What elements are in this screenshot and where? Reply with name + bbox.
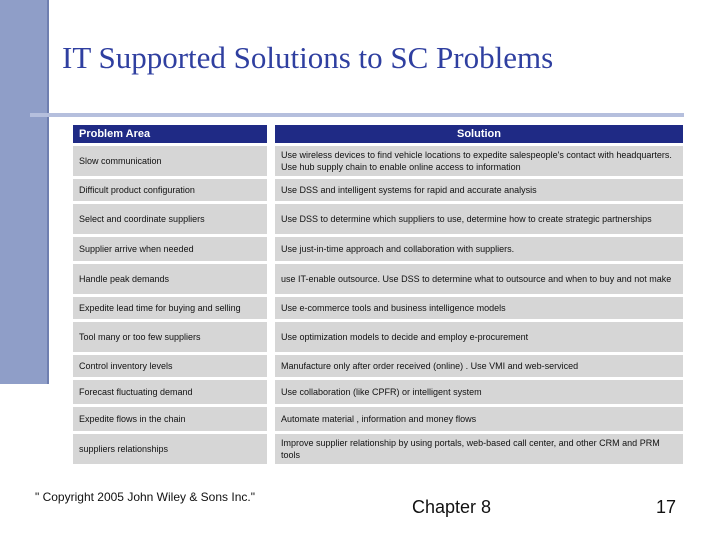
cell-solution: use IT-enable outsource. Use DSS to determine what to outsource and when to buy and not make bbox=[275, 264, 683, 294]
table-row bbox=[73, 204, 683, 234]
cell-solution: Use wireless devices to find vehicle locations to expedite salespeople's contact with headquarters. Use hub supply chain to enable online access to information bbox=[275, 146, 683, 176]
table-row bbox=[73, 407, 683, 431]
table-row bbox=[73, 237, 683, 261]
cell-problem-area: suppliers relationships bbox=[73, 434, 267, 464]
cell-solution: Use just-in-time approach and collaboration with suppliers. bbox=[275, 237, 683, 261]
cell-solution: Automate material , information and money flows bbox=[275, 407, 683, 431]
title-underline bbox=[30, 113, 684, 117]
cell-problem-area: Expedite flows in the chain bbox=[73, 407, 267, 431]
cell-problem-area: Tool many or too few suppliers bbox=[73, 322, 267, 352]
table-row bbox=[73, 322, 683, 352]
header-gap bbox=[267, 125, 275, 143]
problem-solution-table bbox=[73, 122, 683, 467]
footer-chapter: Chapter 8 bbox=[412, 497, 492, 517]
table-row bbox=[73, 179, 683, 201]
page-number: 17 bbox=[656, 497, 677, 517]
cell-problem-area: Supplier arrive when needed bbox=[73, 237, 267, 261]
slide-title: IT Supported Solutions to SC Problems bbox=[62, 40, 554, 75]
cell-problem-area: Slow communication bbox=[73, 146, 267, 176]
table-header-row bbox=[73, 125, 683, 143]
cell-problem-area: Difficult product configuration bbox=[73, 179, 267, 201]
table-row bbox=[73, 355, 683, 377]
cell-solution: Improve supplier relationship by using portals, web-based call center, and other CRM and PRM tools bbox=[275, 434, 683, 464]
cell-solution: Use collaboration (like CPFR) or intelligent system bbox=[275, 380, 683, 404]
cell-solution: Use e-commerce tools and business intelligence models bbox=[275, 297, 683, 319]
table-row bbox=[73, 297, 683, 319]
footer-copyright: " Copyright 2005 John Wiley & Sons Inc." bbox=[35, 490, 255, 504]
table-row bbox=[73, 146, 683, 176]
header-problem-area: Problem Area bbox=[73, 125, 267, 143]
header-solution: Solution bbox=[275, 125, 683, 143]
cell-problem-area: Select and coordinate suppliers bbox=[73, 204, 267, 234]
cell-problem-area: Expedite lead time for buying and selling bbox=[73, 297, 267, 319]
table-row bbox=[73, 434, 683, 464]
cell-solution: Manufacture only after order received (online) . Use VMI and web-serviced bbox=[275, 355, 683, 377]
cell-problem-area: Control inventory levels bbox=[73, 355, 267, 377]
left-decor-bar bbox=[0, 0, 49, 384]
table-row bbox=[73, 264, 683, 294]
table-row bbox=[73, 380, 683, 404]
cell-solution: Use optimization models to decide and employ e-procurement bbox=[275, 322, 683, 352]
cell-solution: Use DSS and intelligent systems for rapid and accurate analysis bbox=[275, 179, 683, 201]
cell-problem-area: Forecast fluctuating demand bbox=[73, 380, 267, 404]
cell-problem-area: Handle peak demands bbox=[73, 264, 267, 294]
cell-solution: Use DSS to determine which suppliers to use, determine how to create strategic partnerships bbox=[275, 204, 683, 234]
